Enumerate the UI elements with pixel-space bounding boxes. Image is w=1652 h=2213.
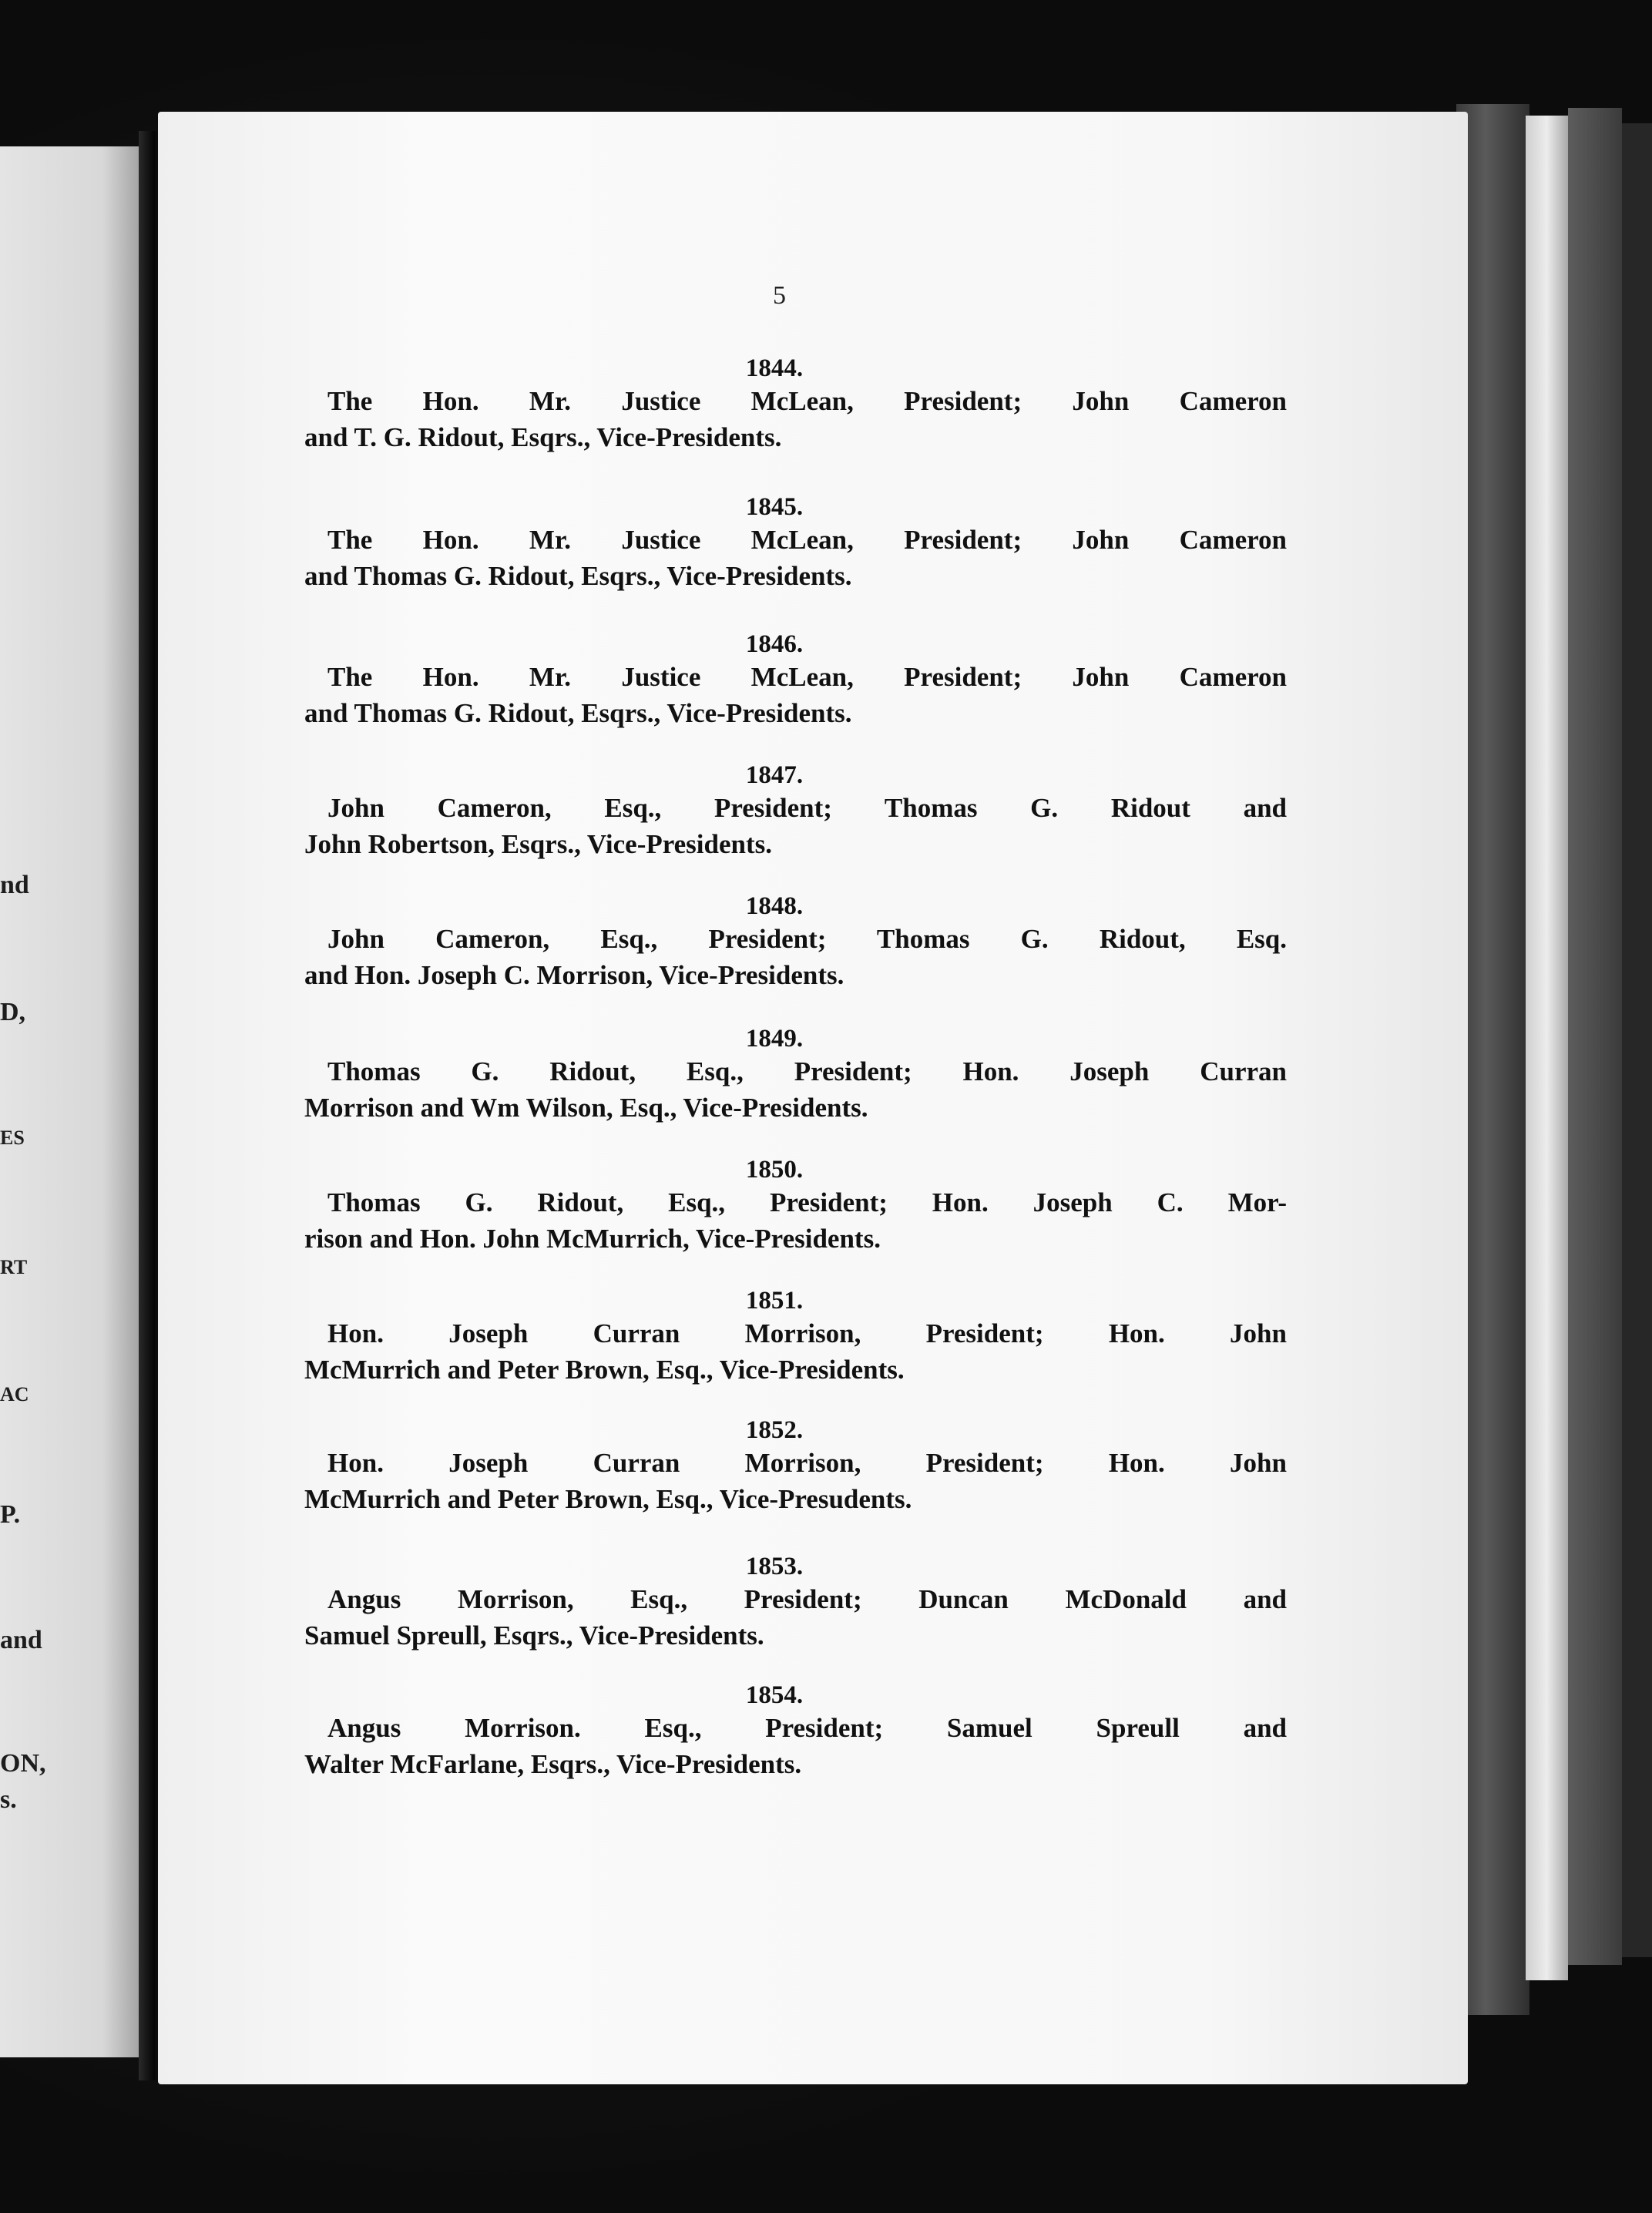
book-cover-edge <box>1622 123 1652 1957</box>
entry-year: 1846. <box>745 630 804 658</box>
officer-entry <box>304 630 1287 731</box>
entry-year: 1845. <box>745 493 804 521</box>
left-page-fragment: ON, <box>0 1749 46 1778</box>
entry-year: 1847. <box>745 761 804 789</box>
entry-line: The Hon. Mr. Justice McLean, President; John Cameron <box>327 386 1287 416</box>
entry-year: 1848. <box>745 892 804 920</box>
entry-line: John Robertson, Esqrs., Vice-Presidents. <box>304 829 773 859</box>
entry-line: Angus Morrison. Esq., President; Samuel Spreull and <box>327 1713 1287 1743</box>
entry-year: 1849. <box>745 1025 804 1053</box>
entry-year: 1852. <box>745 1416 804 1444</box>
entry-line: Samuel Spreull, Esqrs., Vice-Presidents. <box>304 1620 764 1651</box>
entry-line: and Thomas G. Ridout, Esqrs., Vice-Presidents. <box>304 698 852 728</box>
left-page-fragment: D, <box>0 998 26 1026</box>
left-page-fragment: P. <box>0 1500 21 1529</box>
officer-entry <box>304 892 1287 993</box>
officer-entry <box>304 761 1287 862</box>
left-page-fragment: nd <box>0 871 29 899</box>
entry-line: Angus Morrison, Esq., President; Duncan McDonald and <box>327 1584 1287 1614</box>
entry-line: The Hon. Mr. Justice McLean, President; John Cameron <box>327 662 1287 692</box>
officer-entry <box>304 354 1287 455</box>
left-page-fragment: s. <box>0 1785 17 1814</box>
entry-line: Hon. Joseph Curran Morrison, President; Hon. John <box>327 1448 1287 1478</box>
officer-entry <box>304 1681 1287 1782</box>
entry-line: and Hon. Joseph C. Morrison, Vice-Presidents. <box>304 960 844 990</box>
left-page-fragment: and <box>0 1626 42 1654</box>
officer-entry <box>304 1025 1287 1126</box>
entry-line: Walter McFarlane, Esqrs., Vice-Presidents. <box>304 1749 802 1779</box>
entry-line: John Cameron, Esq., President; Thomas G. Ridout and <box>327 793 1287 823</box>
book-cover-edge <box>1568 108 1622 1965</box>
officer-entry <box>304 493 1287 594</box>
entry-line: Thomas G. Ridout, Esq., President; Hon. Joseph Curran <box>327 1056 1287 1086</box>
entry-line: McMurrich and Peter Brown, Esq., Vice-Presudents. <box>304 1484 912 1514</box>
entry-line: and Thomas G. Ridout, Esqrs., Vice-Presidents. <box>304 561 852 591</box>
left-facing-page <box>0 146 146 2057</box>
entry-line: McMurrich and Peter Brown, Esq., Vice-Presidents. <box>304 1355 905 1385</box>
page-number: 5 <box>773 281 786 310</box>
officer-entry <box>304 1287 1287 1388</box>
entry-line: The Hon. Mr. Justice McLean, President; John Cameron <box>327 525 1287 555</box>
entry-year: 1853. <box>745 1553 804 1580</box>
entry-line: Thomas G. Ridout, Esq., President; Hon. Joseph C. Mor- <box>327 1187 1287 1217</box>
left-page-fragment: RT <box>0 1256 28 1278</box>
left-page-fragment: ES <box>0 1127 25 1149</box>
left-page-fragment: AC <box>0 1383 29 1405</box>
officer-entry <box>304 1416 1287 1517</box>
entry-line: John Cameron, Esq., President; Thomas G. Ridout, Esq. <box>327 924 1287 954</box>
entry-line: Hon. Joseph Curran Morrison, President; Hon. John <box>327 1318 1287 1348</box>
entry-year: 1851. <box>745 1287 804 1315</box>
page-edges <box>1526 116 1568 1980</box>
entry-year: 1854. <box>745 1681 804 1709</box>
entry-line: rison and Hon. John McMurrich, Vice-Presidents. <box>304 1224 881 1254</box>
entry-year: 1850. <box>745 1156 804 1184</box>
officer-entry <box>304 1156 1287 1257</box>
officer-entry <box>304 1553 1287 1654</box>
entry-year: 1844. <box>745 354 804 382</box>
entry-line: Morrison and Wm Wilson, Esq., Vice-Presidents. <box>304 1093 868 1123</box>
entry-line: and T. G. Ridout, Esqrs., Vice-Presidents. <box>304 422 782 452</box>
